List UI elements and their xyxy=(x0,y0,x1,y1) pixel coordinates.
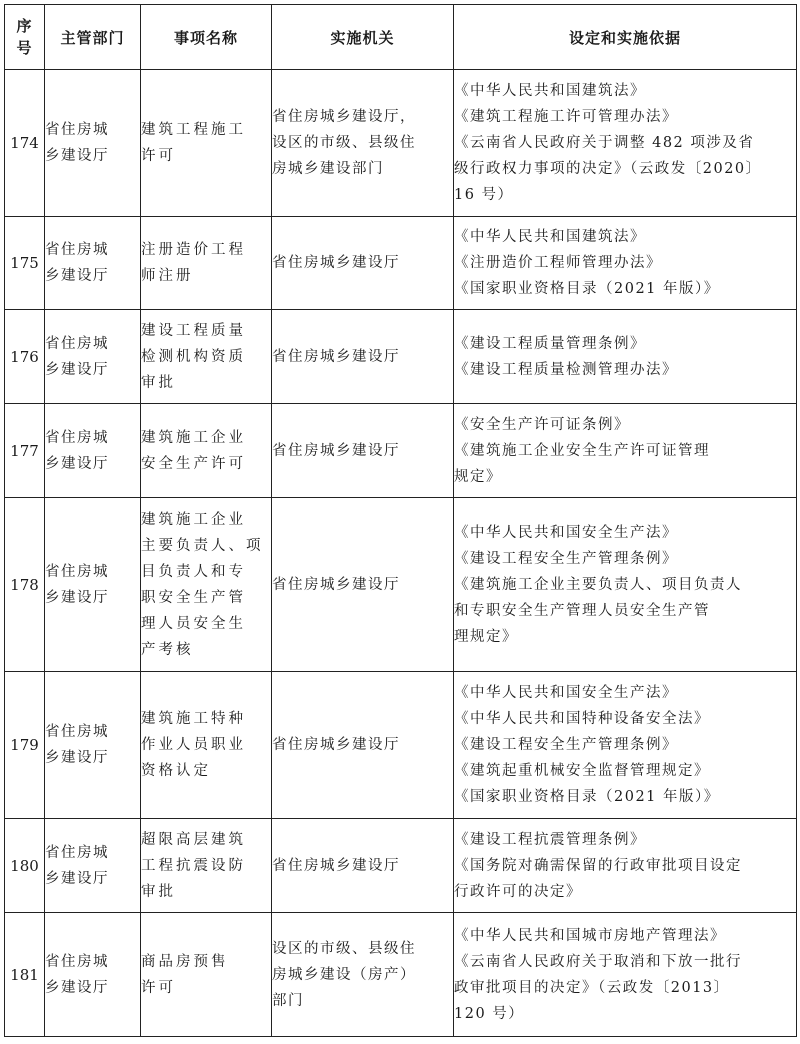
table-row xyxy=(5,70,797,217)
row-item-name: 建设工程质量 检测机构资质 审批 xyxy=(141,310,272,404)
basis-line: 《中华人民共和国安全生产法》 xyxy=(454,685,678,701)
row-implementing-org: 省住房城乡建设厅， 设区的市级、县级住 房城乡建设部门 xyxy=(272,70,454,217)
basis-line: 120 号） xyxy=(454,1005,525,1022)
basis-line: 《国务院对确需保留的行政审批项目设定 xyxy=(454,857,742,874)
table-row xyxy=(5,404,797,498)
row-implementing-org: 省住房城乡建设厅 xyxy=(272,217,454,310)
row-dept: 省住房城 乡建设厅 xyxy=(45,217,141,310)
basis-line: 16 号） xyxy=(454,187,514,203)
table-header-row xyxy=(5,5,797,70)
table-row xyxy=(5,672,797,819)
basis-line: 政审批项目的决定》（云政发〔2013〕 xyxy=(454,979,730,996)
table-body xyxy=(5,70,797,1037)
row-legal-basis xyxy=(454,672,797,819)
basis-line: 级行政权力事项的决定》（云政发〔2020〕 xyxy=(454,161,762,177)
row-item-name: 建筑施工特种 作业人员职业 资格认定 xyxy=(141,672,272,819)
header-item: 事项名称 xyxy=(141,5,272,70)
table-row xyxy=(5,819,797,913)
row-seq: 174 xyxy=(5,70,45,217)
row-item-name: 注册造价工程 师注册 xyxy=(141,217,272,310)
basis-line: 《注册造价工程师管理办法》 xyxy=(454,255,662,271)
basis-line: 《建筑施工企业安全生产许可证管理 xyxy=(454,442,710,459)
basis-line: 《中华人民共和国建筑法》 xyxy=(454,83,646,99)
basis-line: 《中华人民共和国城市房地产管理法》 xyxy=(454,927,726,944)
row-dept: 省住房城 乡建设厅 xyxy=(45,819,141,913)
header-dept: 主管部门 xyxy=(45,5,141,70)
basis-line: 行政许可的决定》 xyxy=(454,883,582,900)
row-legal-basis xyxy=(454,217,797,310)
row-legal-basis xyxy=(454,70,797,217)
basis-line: 《安全生产许可证条例》 xyxy=(454,416,630,433)
header-org: 实施机关 xyxy=(272,5,454,70)
row-legal-basis xyxy=(454,498,797,672)
table-row xyxy=(5,913,797,1037)
basis-line: 《云南省人民政府关于取消和下放一批行 xyxy=(454,953,742,970)
row-seq: 175 xyxy=(5,217,45,310)
table-row xyxy=(5,310,797,404)
row-item-name: 建筑施工企业 主要负责人、项 目负责人和专 职安全生产管 理人员安全生 产考核 xyxy=(141,498,272,672)
row-implementing-org: 设区的市级、县级住 房城乡建设（房产） 部门 xyxy=(272,913,454,1037)
row-implementing-org: 省住房城乡建设厅 xyxy=(272,819,454,913)
row-item-name: 建筑工程施工 许可 xyxy=(141,70,272,217)
basis-line: 《建设工程质量管理条例》 xyxy=(454,335,646,352)
row-item-name: 建筑施工企业 安全生产许可 xyxy=(141,404,272,498)
basis-line: 《建设工程安全生产管理条例》 xyxy=(454,737,678,753)
basis-line: 规定》 xyxy=(454,468,502,485)
basis-line: 《建设工程安全生产管理条例》 xyxy=(454,550,678,567)
row-legal-basis xyxy=(454,913,797,1037)
row-dept: 省住房城 乡建设厅 xyxy=(45,404,141,498)
header-seq: 序 号 xyxy=(5,5,45,70)
row-seq: 180 xyxy=(5,819,45,913)
row-implementing-org: 省住房城乡建设厅 xyxy=(272,310,454,404)
row-implementing-org: 省住房城乡建设厅 xyxy=(272,498,454,672)
row-implementing-org: 省住房城乡建设厅 xyxy=(272,404,454,498)
row-seq: 176 xyxy=(5,310,45,404)
basis-line: 《建设工程抗震管理条例》 xyxy=(454,831,646,848)
row-seq: 177 xyxy=(5,404,45,498)
row-seq: 178 xyxy=(5,498,45,672)
row-item-name: 超限高层建筑 工程抗震设防 审批 xyxy=(141,819,272,913)
basis-line: 《建筑工程施工许可管理办法》 xyxy=(454,109,678,125)
table-row xyxy=(5,498,797,672)
row-implementing-org: 省住房城乡建设厅 xyxy=(272,672,454,819)
basis-line: 《国家职业资格目录（2021 年版）》 xyxy=(454,789,720,805)
basis-line: 《中华人民共和国建筑法》 xyxy=(454,229,646,245)
row-legal-basis xyxy=(454,310,797,404)
row-dept: 省住房城 乡建设厅 xyxy=(45,913,141,1037)
basis-line: 和专职安全生产管理人员安全生产管 xyxy=(454,602,710,619)
basis-line: 《建筑施工企业主要负责人、项目负责人 xyxy=(454,576,742,593)
row-legal-basis xyxy=(454,819,797,913)
basis-line: 《中华人民共和国特种设备安全法》 xyxy=(454,711,710,727)
basis-line: 理规定》 xyxy=(454,628,518,645)
row-dept: 省住房城 乡建设厅 xyxy=(45,672,141,819)
basis-line: 《国家职业资格目录（2021 年版）》 xyxy=(454,281,720,297)
basis-line: 《中华人民共和国安全生产法》 xyxy=(454,524,678,541)
row-dept: 省住房城 乡建设厅 xyxy=(45,498,141,672)
basis-line: 《云南省人民政府关于调整 482 项涉及省 xyxy=(454,135,755,151)
header-basis: 设定和实施依据 xyxy=(454,5,797,70)
row-seq: 179 xyxy=(5,672,45,819)
basis-line: 《建设工程质量检测管理办法》 xyxy=(454,361,678,378)
row-seq: 181 xyxy=(5,913,45,1037)
row-item-name: 商品房预售 许可 xyxy=(141,913,272,1037)
table-row xyxy=(5,217,797,310)
administrative-items-table xyxy=(4,4,797,1037)
basis-line: 《建筑起重机械安全监督管理规定》 xyxy=(454,763,710,779)
row-legal-basis xyxy=(454,404,797,498)
row-dept: 省住房城 乡建设厅 xyxy=(45,70,141,217)
row-dept: 省住房城 乡建设厅 xyxy=(45,310,141,404)
